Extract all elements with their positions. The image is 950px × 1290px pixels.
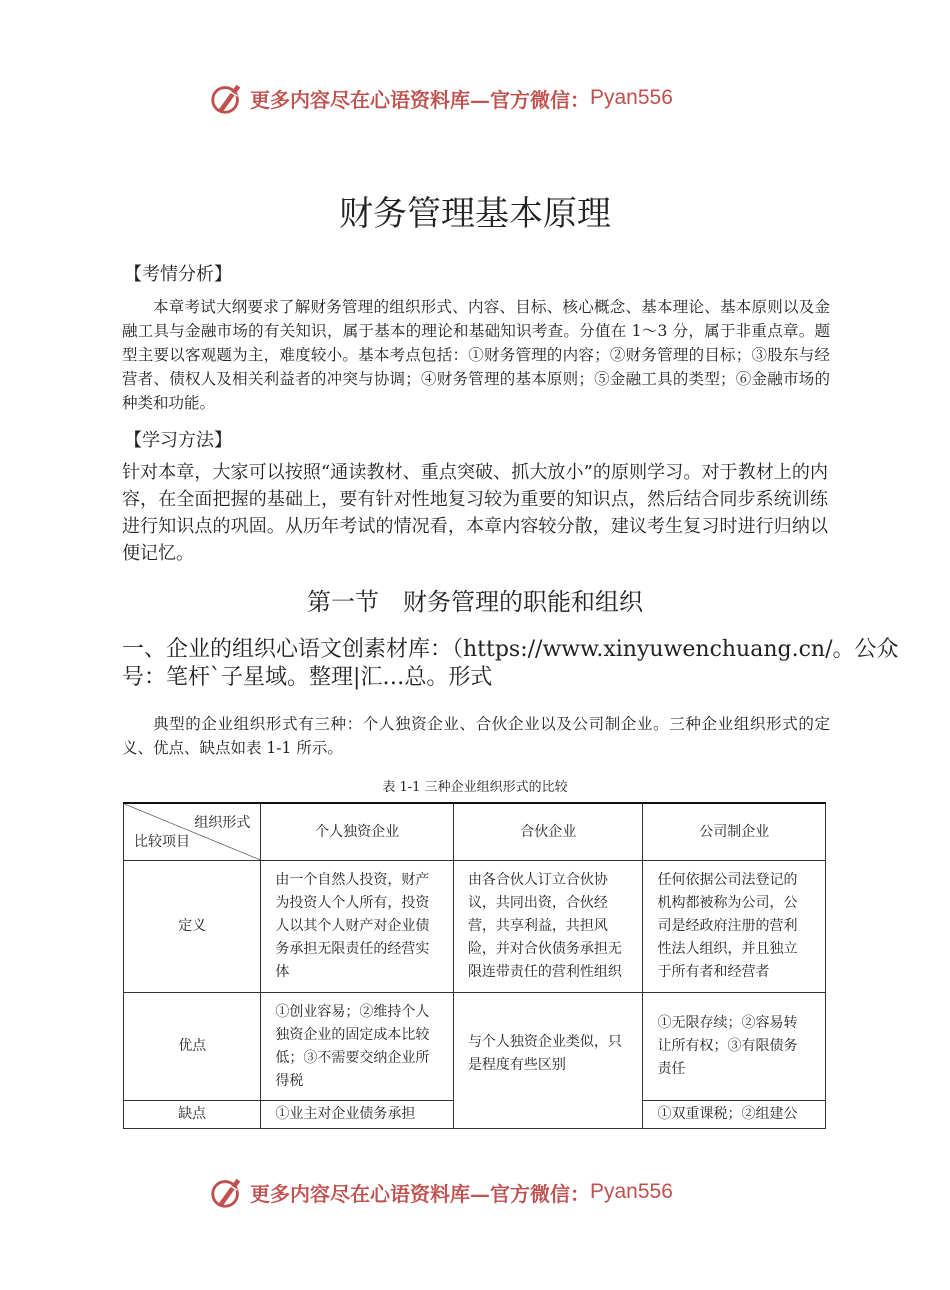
footer-watermark-banner <box>208 1172 748 1212</box>
corner-bottom-label: 比较项目 <box>134 834 190 850</box>
quill-pen-logo-icon <box>208 79 246 117</box>
row-label: 优点 <box>124 993 261 1101</box>
corner-top-label: 组织形式 <box>194 815 251 831</box>
table-cell: 与个人独资企业类似，只是程度有些区别 <box>453 993 643 1129</box>
banner-wechat-id: Pyan556 <box>590 86 673 109</box>
column-header: 个人独资企业 <box>261 803 454 861</box>
comparison-table <box>123 802 826 1129</box>
banner-text: 更多内容尽在心语资料库—官方微信： <box>250 87 590 112</box>
column-header: 合伙企业 <box>453 803 643 861</box>
section-intro: 典型的企业组织形式有三种：个人独资企业、合伙企业以及公司制企业。三种企业组织形式的定义、优点、缺点如表 1-1 所示。 <box>122 715 830 757</box>
table-cell: 由各合伙人订立合伙协议，共同出资，合伙经营，共享利益，共担风险，并对合伙债务承担无限连带责任的营利性组织 <box>453 861 643 993</box>
table-header-row <box>124 803 826 861</box>
row-label: 缺点 <box>124 1101 261 1129</box>
subsection-heading: 一、企业的组织心语文创素材库：（https://www.xinyuwenchuang.cn/。公众号：笔杆`子星域。整理|汇…总。形式 <box>122 637 899 690</box>
table-cell: ①创业容易；②维持个人独资企业的固定成本比较低；③不需要交纳企业所得税 <box>261 993 454 1101</box>
exam-analysis-heading: 【考情分析】 <box>124 264 232 285</box>
table-row <box>124 861 826 993</box>
row-label: 定义 <box>124 861 261 993</box>
quill-pen-logo-icon <box>208 1173 246 1211</box>
study-method-body: 针对本章，大家可以按照“通读教材、重点突破、抓大放小”的原则学习。对于教材上的内容，在全面把握的基础上，要有针对性地复习较为重要的知识点，然后结合同步系统训练进行知识点的巩固。从历年考试的情况看，本章内容较分散，建议考生复习时进行归纳以便记忆。 <box>122 462 828 564</box>
banner-text: 更多内容尽在心语资料库—官方微信： <box>250 1181 590 1206</box>
table-cell: ①无限存续；②容易转让所有权；③有限债务责任 <box>643 993 826 1101</box>
table-cell: ①双重课税；②组建公 <box>643 1101 826 1129</box>
table-cell: 由一个自然人投资，财产为投资人个人所有，投资人以其个人财产对企业债务承担无限责任的经营实体 <box>261 861 454 993</box>
diagonal-corner-cell <box>124 803 261 861</box>
banner-wechat-id: Pyan556 <box>590 1180 673 1203</box>
exam-analysis-body: 本章考试大纲要求了解财务管理的组织形式、内容、目标、核心概念、基本理论、基本原则以及金融工具与金融市场的有关知识，属于基本的理论和基础知识考查。分值在 1～3 分，属于非重点章。题型主要以客观题为主，难度较小。基本考点包括：①财务管理的内容；②财务管理的目标；③股东与经营者、债权人及相关利益者的冲突与协调；④财务管理的基本原则；⑤金融工具的类型；⑥金融市场的种类和功能。 <box>122 298 830 412</box>
document-title: 财务管理基本原理 <box>339 194 611 234</box>
table-row <box>124 993 826 1101</box>
header-watermark-banner <box>208 78 748 118</box>
study-method-heading: 【学习方法】 <box>124 430 232 451</box>
table-cell: ①业主对企业债务承担 <box>261 1101 454 1129</box>
section-title: 第一节 财务管理的职能和组织 <box>307 588 643 616</box>
table-cell: 任何依据公司法登记的机构都被称为公司，公司是经政府注册的营利性法人组织，并且独立于所有者和经营者 <box>643 861 826 993</box>
column-header: 公司制企业 <box>643 803 826 861</box>
table-caption: 表 1-1 三种企业组织形式的比较 <box>382 780 568 795</box>
